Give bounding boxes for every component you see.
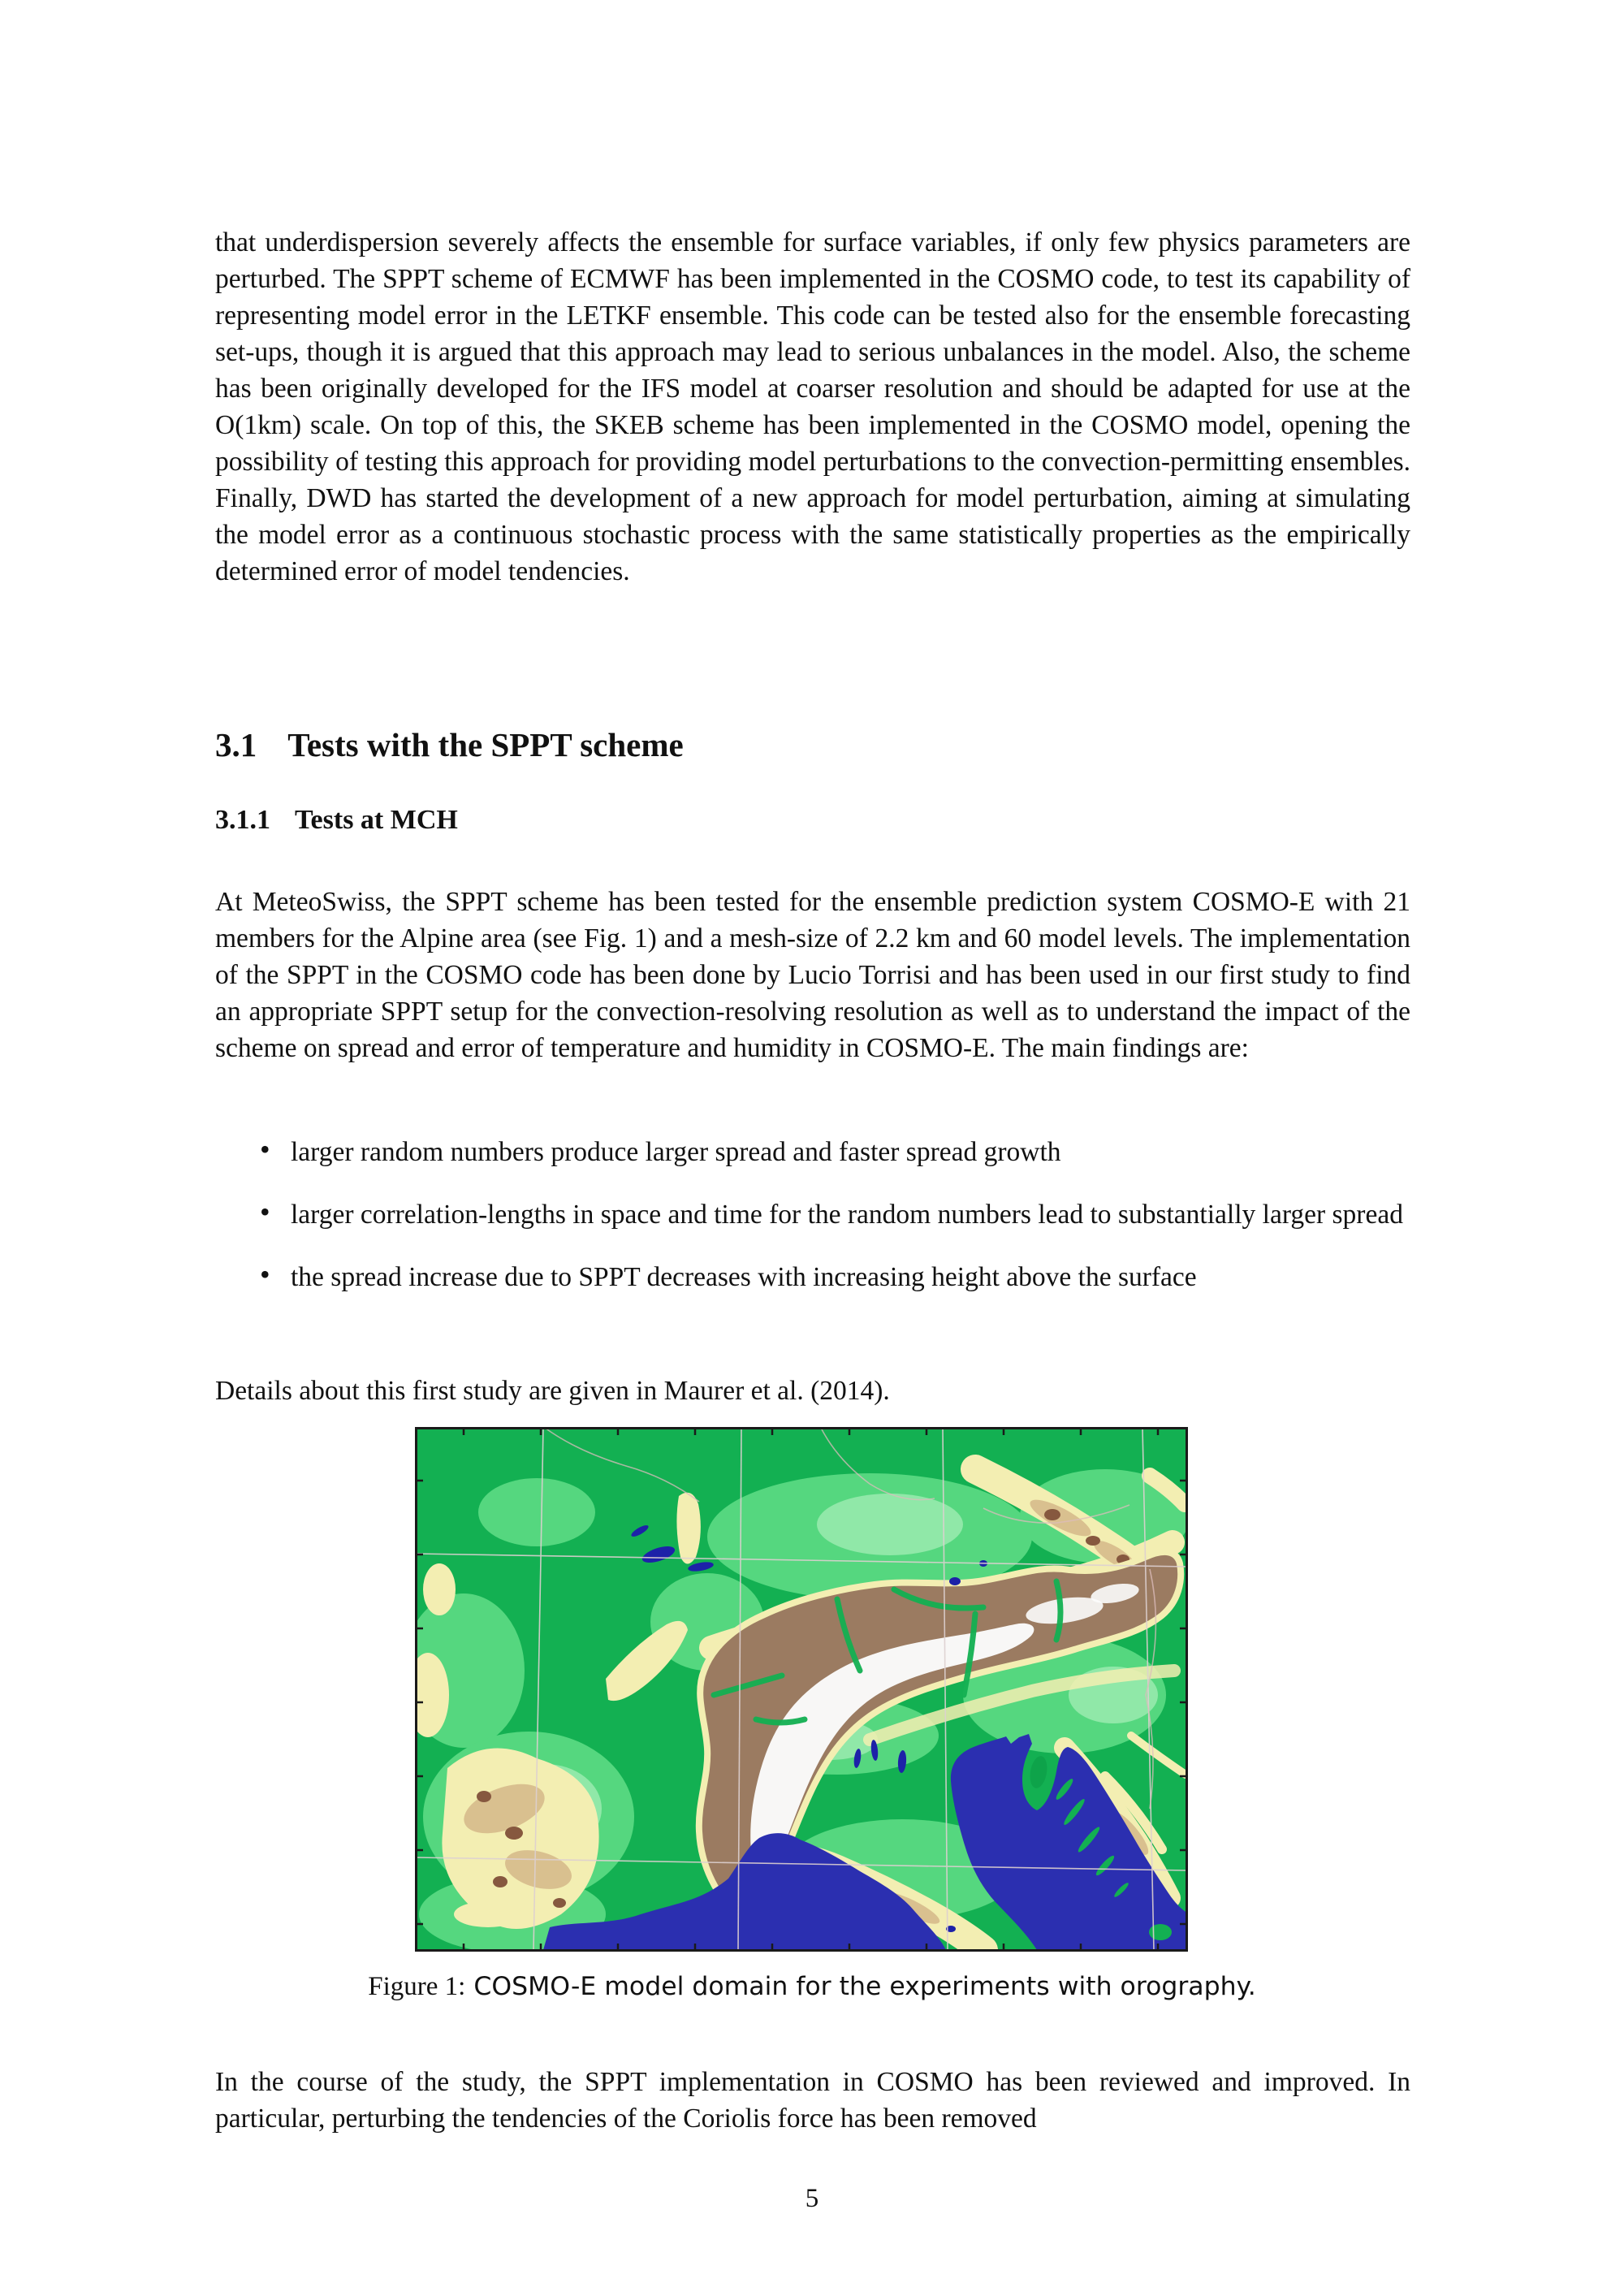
subsection-title: Tests at MCH	[295, 805, 458, 835]
bullet-icon: •	[260, 1196, 270, 1228]
list-item-text: larger correlation-lengths in space and time for the random numbers lead to substantially larger spread	[291, 1200, 1403, 1230]
subsection-number: 3.1.1	[215, 805, 270, 835]
list-item	[215, 1196, 1410, 1233]
figure-caption-label: Figure 1:	[368, 1972, 466, 2001]
page-number: 5	[805, 2184, 819, 2213]
list-item-text: larger random numbers produce larger spread and faster spread growth	[291, 1137, 1061, 1167]
list-item-text: the spread increase due to SPPT decreases with increasing height above the surface	[291, 1262, 1197, 1292]
paragraph-intro: that underdispersion severely affects the ensemble for surface variables, if only few physics parameters are perturbed. The SPPT scheme of ECMWF has been implemented in the COSMO code, to test its capability of representing model error in the LETKF ensemble. This code can be tested also for the ensemble forecasting set-ups, though it is argued that this approach may lead to serious unbalances in the model. Also, the scheme has been originally developed for the IFS model at coarser resolution and should be adapted for use at the O(1km) scale. On top of this, the SKEB scheme has been implemented in the COSMO model, opening the possibility of testing this approach for providing model perturbations to the convection-permitting ensembles. Finally, DWD has started the development of a new approach for model perturbation, aiming at simulating the model error as a continuous stochastic process with the same statistically properties as the empirically determined error of model tendencies.	[215, 227, 1410, 586]
figure-map	[415, 1427, 1188, 1952]
section-heading	[215, 725, 1410, 764]
subsection-heading	[215, 805, 1410, 836]
paragraph-closing: In the course of the study, the SPPT implementation in COSMO has been reviewed and improved. In particular, perturbing the tendencies of the Coriolis force has been removed	[215, 2067, 1410, 2134]
findings-list	[215, 1134, 1410, 1295]
list-item	[215, 1134, 1410, 1170]
list-item	[215, 1259, 1410, 1295]
section-title: Tests with the SPPT scheme	[287, 726, 684, 763]
bullet-icon: •	[260, 1133, 270, 1165]
section-number: 3.1	[215, 726, 257, 763]
figure-caption-text: COSMO-E model domain for the experiments with orography.	[473, 1972, 1256, 2001]
orography-map	[415, 1427, 1188, 1952]
figure-caption	[0, 1972, 1624, 2002]
paragraph-mch: At MeteoSwiss, the SPPT scheme has been tested for the ensemble prediction system COSMO-E with 21 members for the Alpine area (see Fig. 1) and a mesh-size of 2.2 km and 60 model levels. The implementation of the SPPT in the COSMO code has been done by Lucio Torrisi and has been used in our first study to find an appropriate SPPT setup for the convection-resolving resolution as well as to understand the impact of the scheme on spread and error of temperature and humidity in COSMO-E. The main findings are:	[215, 887, 1410, 1063]
details-sentence: Details about this first study are given in Maurer et al. (2014).	[215, 1376, 890, 1406]
bullet-icon: •	[260, 1258, 270, 1291]
